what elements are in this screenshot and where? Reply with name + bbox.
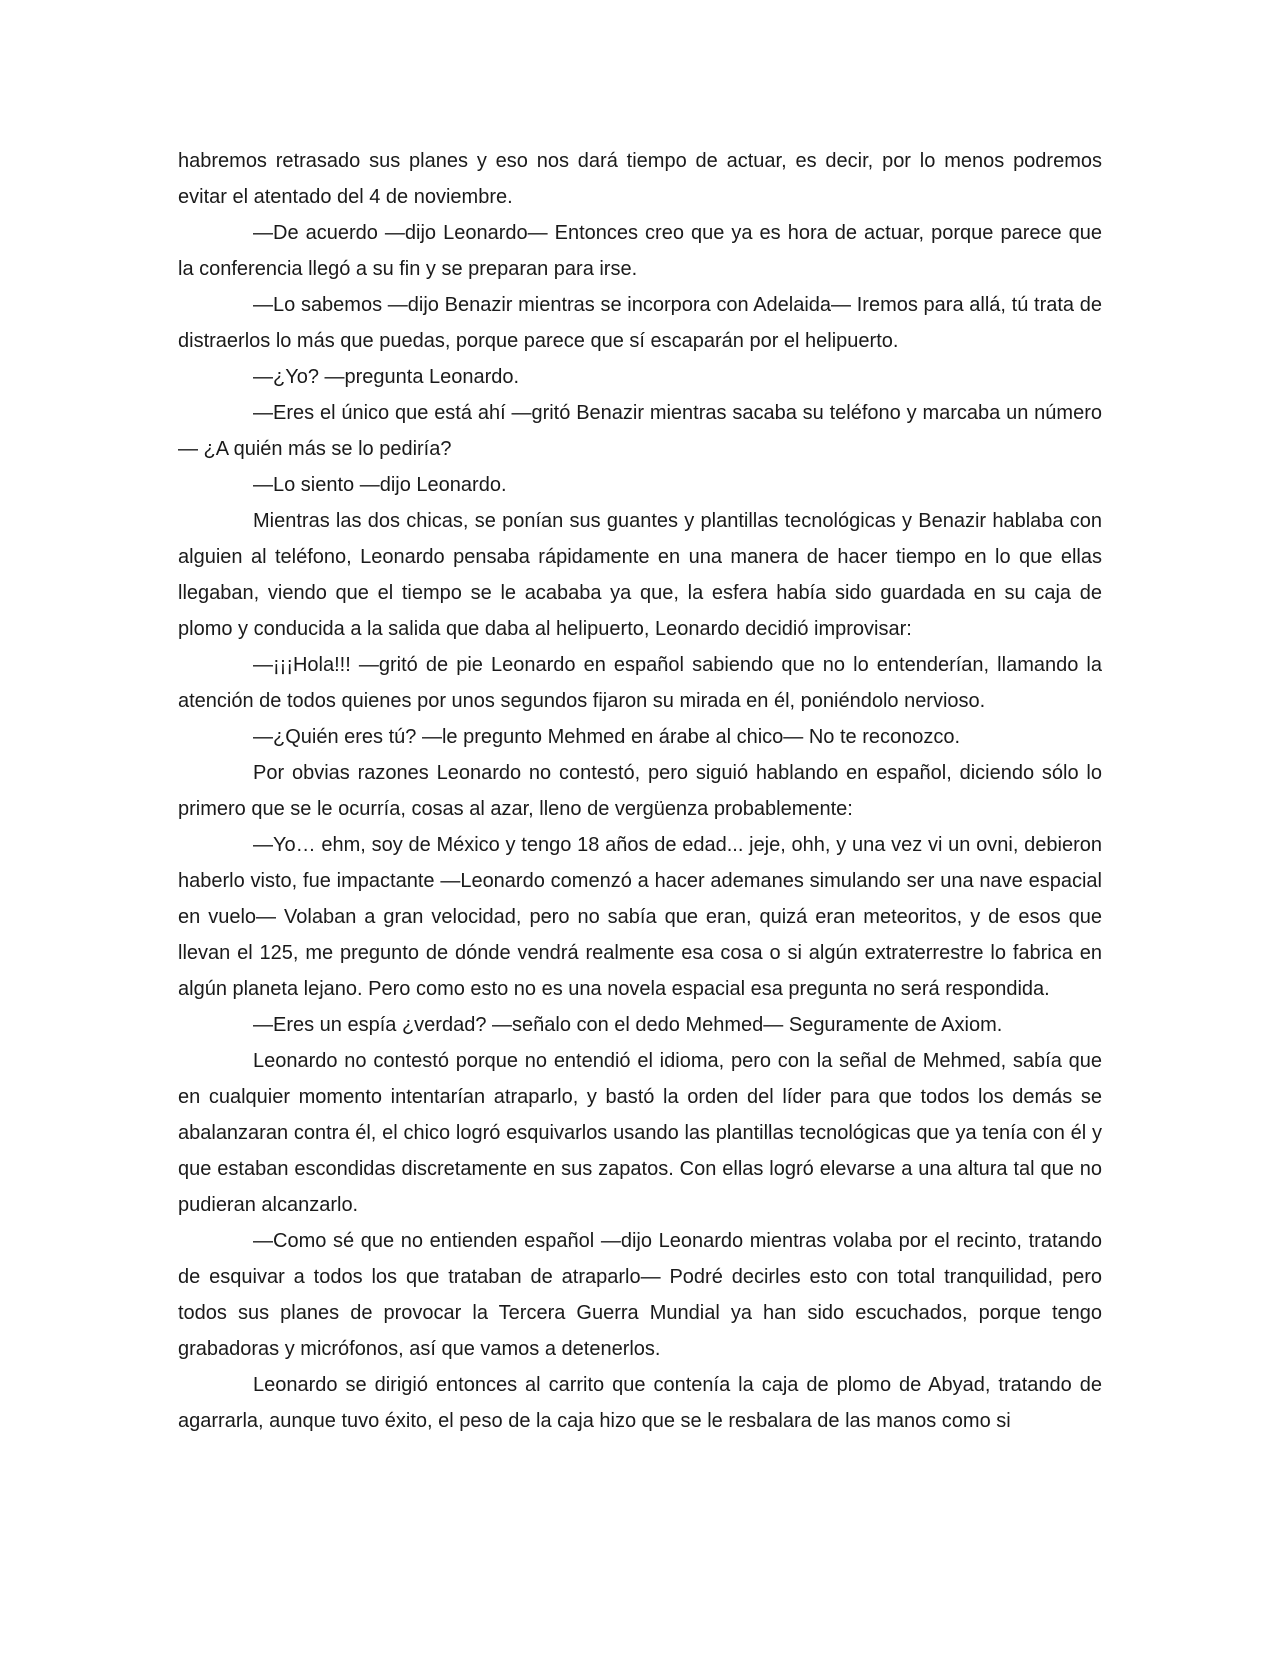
body-text <box>178 143 1102 1439</box>
paragraph: Por obvias razones Leonardo no contestó, pero siguió hablando en español, diciendo sólo lo primero que se le ocurría, cosas al azar, lleno de vergüenza probablemente: <box>178 762 1102 820</box>
paragraph: Leonardo no contestó porque no entendió el idioma, pero con la señal de Mehmed, sabía que en cualquier momento intentarían atraparlo, y bastó la orden del líder para que todos los demás se abalanzaran contra él, el chico logró esquivarlos usando las plantillas tecnológicas que ya tenía con él y que estaban escondidas discretamente en sus zapatos. Con ellas logró elevarse a una altura tal que no pudieran alcanzarlo. <box>178 1050 1102 1216</box>
paragraph: —Como sé que no entienden español —dijo Leonardo mientras volaba por el recinto, tratando de esquivar a todos los que trataban de atraparlo— Podré decirles esto con total tranquilidad, pero todos sus planes de provocar la Tercera Guerra Mundial ya han sido escuchados, porque tengo grabadoras y micrófonos, así que vamos a detenerlos. <box>178 1230 1102 1360</box>
paragraph: —¡¡¡Hola!!! —gritó de pie Leonardo en español sabiendo que no lo entenderían, llamando la atención de todos quienes por unos segundos fijaron su mirada en él, poniéndolo nervioso. <box>178 654 1102 712</box>
paragraph: —Yo… ehm, soy de México y tengo 18 años de edad... jeje, ohh, y una vez vi un ovni, debieron haberlo visto, fue impactante —Leonardo comenzó a hacer ademanes simulando ser una nave espacial en vuelo— Volaban a gran velocidad, pero no sabía que eran, quizá eran meteoritos, y de esos que llevan el 125, me pregunto de dónde vendrá realmente esa cosa o si algún extraterrestre lo fabrica en algún planeta lejano. Pero como esto no es una novela espacial esa pregunta no será respondida. <box>178 834 1102 1000</box>
paragraph: —¿Quién eres tú? —le pregunto Mehmed en árabe al chico— No te reconozco. <box>253 726 961 748</box>
paragraph: —¿Yo? —pregunta Leonardo. <box>253 366 520 388</box>
paragraph: —Lo siento —dijo Leonardo. <box>253 474 507 496</box>
paragraph: —De acuerdo —dijo Leonardo— Entonces creo que ya es hora de actuar, porque parece que la conferencia llegó a su fin y se preparan para irse. <box>178 222 1102 280</box>
paragraph: —Eres un espía ¿verdad? —señalo con el dedo Mehmed— Seguramente de Axiom. <box>253 1014 1003 1036</box>
paragraph: —Eres el único que está ahí —gritó Benazir mientras sacaba su teléfono y marcaba un número— ¿A quién más se lo pediría? <box>178 402 1102 460</box>
paragraph: Mientras las dos chicas, se ponían sus guantes y plantillas tecnológicas y Benazir hablaba con alguien al teléfono, Leonardo pensaba rápidamente en una manera de hacer tiempo en lo que ellas llegaban, viendo que el tiempo se le acababa ya que, la esfera había sido guardada en su caja de plomo y conducida a la salida que daba al helipuerto, Leonardo decidió improvisar: <box>178 510 1102 640</box>
paragraph: habremos retrasado sus planes y eso nos dará tiempo de actuar, es decir, por lo menos podremos evitar el atentado del 4 de noviembre. <box>178 150 1102 208</box>
paragraph: Leonardo se dirigió entonces al carrito que contenía la caja de plomo de Abyad, tratando de agarrarla, aunque tuvo éxito, el peso de la caja hizo que se le resbalara de las manos como si <box>178 1374 1102 1432</box>
paragraph: —Lo sabemos —dijo Benazir mientras se incorpora con Adelaida— Iremos para allá, tú trata de distraerlos lo más que puedas, porque parece que sí escaparán por el helipuerto. <box>178 294 1102 352</box>
